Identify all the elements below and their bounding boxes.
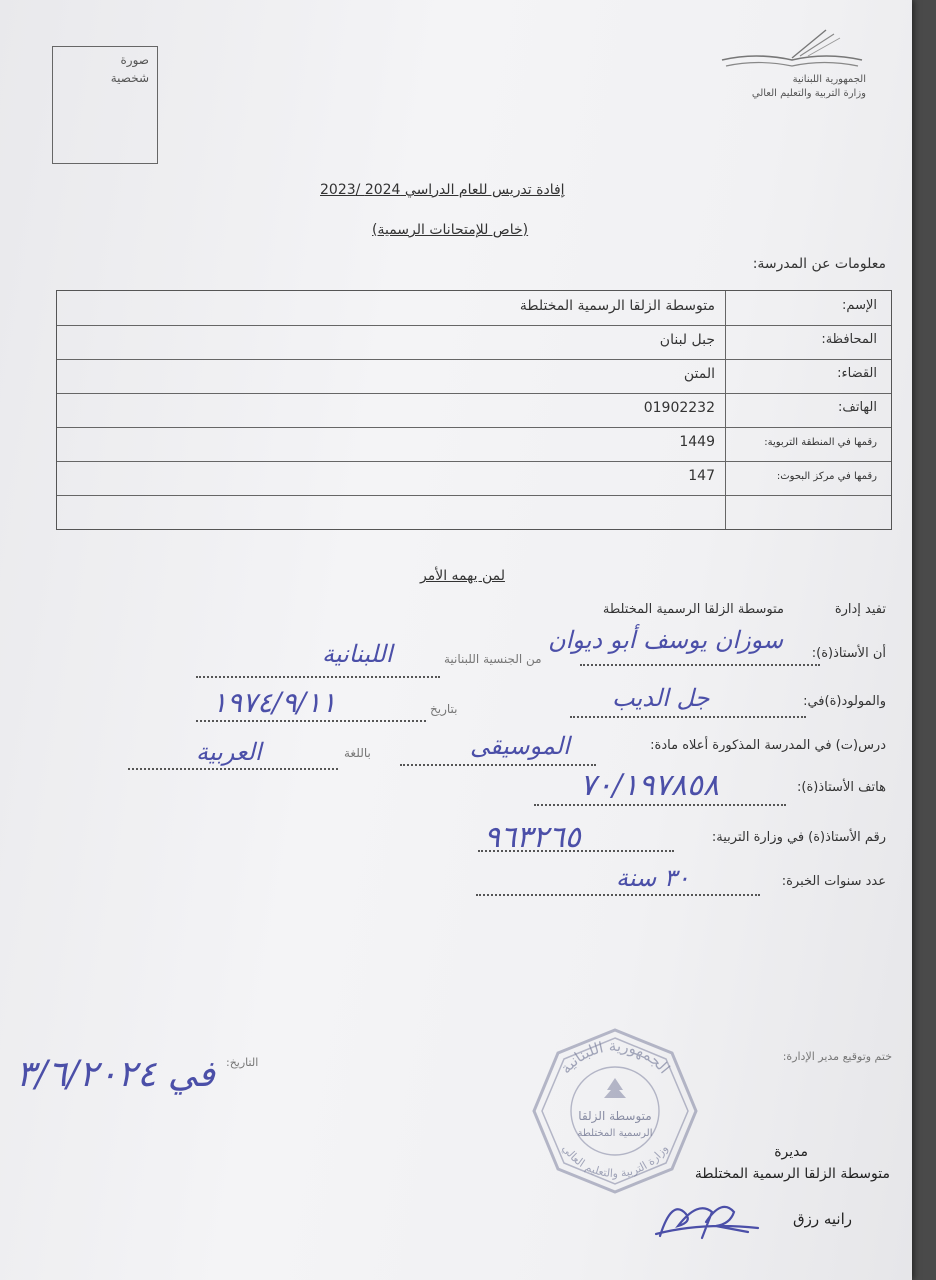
row-label-empty bbox=[725, 495, 891, 529]
ministry-number-handwritten: ٩٦٣٢٦٥ bbox=[484, 820, 581, 855]
book-pen-icon bbox=[716, 26, 866, 72]
experience-handwritten: ٣٠ سنة bbox=[616, 864, 690, 892]
ministry-line2: وزارة التربية والتعليم العالي bbox=[751, 88, 866, 99]
ministry-number-label: رقم الأستاذ(ة) في وزارة التربية: bbox=[711, 830, 886, 845]
table-row bbox=[57, 495, 891, 529]
intro-label: تفيد إدارة bbox=[834, 602, 886, 617]
row-label: الهاتف: bbox=[725, 393, 891, 427]
table-row bbox=[57, 325, 891, 360]
row-value: 1449 bbox=[679, 434, 715, 450]
row-label: المحافظة: bbox=[725, 325, 891, 359]
language-dotline bbox=[128, 768, 338, 770]
intro-school-name: متوسطة الزلقا الرسمية المختلطة bbox=[602, 602, 784, 617]
svg-text:وزارة التربية والتعليم العالي: وزارة التربية والتعليم العالي bbox=[559, 1142, 671, 1181]
document-title: إفادة تدريس للعام الدراسي 2024 /2023 bbox=[320, 182, 565, 198]
certificate-heading: لمن يهمه الأمر bbox=[420, 568, 505, 584]
table-row bbox=[57, 427, 891, 462]
director-name: رانيه رزق bbox=[792, 1210, 852, 1228]
nationality-dotline bbox=[196, 676, 440, 678]
birth-place-label: والمولود(ة)في: bbox=[803, 694, 886, 709]
birth-place-handwritten: جل الديب bbox=[612, 684, 710, 712]
row-value: 147 bbox=[688, 468, 715, 484]
row-value: 01902232 bbox=[643, 400, 715, 416]
teacher-phone-label: هاتف الأستاذ(ة): bbox=[797, 780, 886, 795]
ministry-logo bbox=[716, 26, 866, 106]
stamp-seal-icon bbox=[530, 1026, 700, 1196]
date-label: التاريخ: bbox=[226, 1056, 259, 1069]
teacher-name-dotline bbox=[580, 664, 820, 666]
birth-date-label: بتاريخ bbox=[430, 702, 458, 716]
row-value: جبل لبنان bbox=[659, 332, 715, 348]
row-value: متوسطة الزلقا الرسمية المختلطة bbox=[519, 298, 715, 314]
school-info-table bbox=[56, 290, 892, 530]
teacher-name-handwritten: سوزان يوسف أبو ديوان bbox=[548, 626, 784, 654]
language-handwritten: العربية bbox=[196, 738, 262, 766]
table-row bbox=[57, 291, 891, 326]
subject-label: درس(ت) في المدرسة المذكورة أعلاه مادة: bbox=[650, 738, 886, 753]
row-label: الإسم: bbox=[725, 291, 891, 325]
birth-place-dotline bbox=[570, 716, 806, 718]
ministry-line1: الجمهورية اللبنانية bbox=[792, 74, 866, 85]
language-label: باللغة bbox=[344, 746, 371, 760]
table-row bbox=[57, 461, 891, 496]
row-label: القضاء: bbox=[725, 359, 891, 393]
document-subtitle: (خاص للإمتحانات الرسمية) bbox=[372, 222, 529, 238]
teacher-phone-handwritten: ٧٠/١٩٧٨٥٨ bbox=[580, 768, 720, 803]
teacher-phone-dotline bbox=[534, 804, 786, 806]
svg-text:الرسمية المختلطة: الرسمية المختلطة bbox=[577, 1128, 653, 1139]
date-handwritten: في ٣/٦/٢٠٢٤ bbox=[16, 1054, 215, 1095]
experience-dotline bbox=[476, 894, 760, 896]
nationality-handwritten: اللبنانية bbox=[322, 640, 393, 668]
row-value: المتن bbox=[683, 366, 715, 382]
birth-date-dotline bbox=[196, 720, 426, 722]
experience-label: عدد سنوات الخبرة: bbox=[781, 874, 886, 889]
teacher-label: أن الأستاذ(ة): bbox=[811, 646, 886, 661]
director-school: متوسطة الزلقا الرسمية المختلطة bbox=[694, 1166, 890, 1182]
signature-mark bbox=[652, 1192, 764, 1248]
stamp-signature-label: ختم وتوقيع مدير الإدارة: bbox=[782, 1050, 892, 1063]
photo-label-line1: صورة bbox=[120, 53, 149, 67]
table-row bbox=[57, 393, 891, 428]
photo-placeholder bbox=[52, 46, 158, 164]
photo-label-line2: شخصية bbox=[110, 71, 149, 85]
school-stamp bbox=[530, 1026, 700, 1196]
table-row bbox=[57, 359, 891, 394]
svg-text:متوسطة الزلقا: متوسطة الزلقا bbox=[578, 1109, 652, 1123]
nationality-label: من الجنسية اللبنانية bbox=[444, 652, 542, 666]
row-label: رقمها في المنطقة التربوية: bbox=[725, 427, 891, 461]
school-info-label: معلومات عن المدرسة: bbox=[752, 256, 886, 272]
birth-date-handwritten: ١٩٧٤/٩/١١ bbox=[212, 686, 337, 719]
svg-text:الجمهورية اللبنانية: الجمهورية اللبنانية bbox=[556, 1036, 674, 1078]
row-label: رقمها في مركز البحوث: bbox=[725, 461, 891, 495]
director-title: مديرة bbox=[774, 1144, 808, 1160]
subject-handwritten: الموسيقى bbox=[470, 732, 570, 760]
subject-dotline bbox=[400, 764, 596, 766]
